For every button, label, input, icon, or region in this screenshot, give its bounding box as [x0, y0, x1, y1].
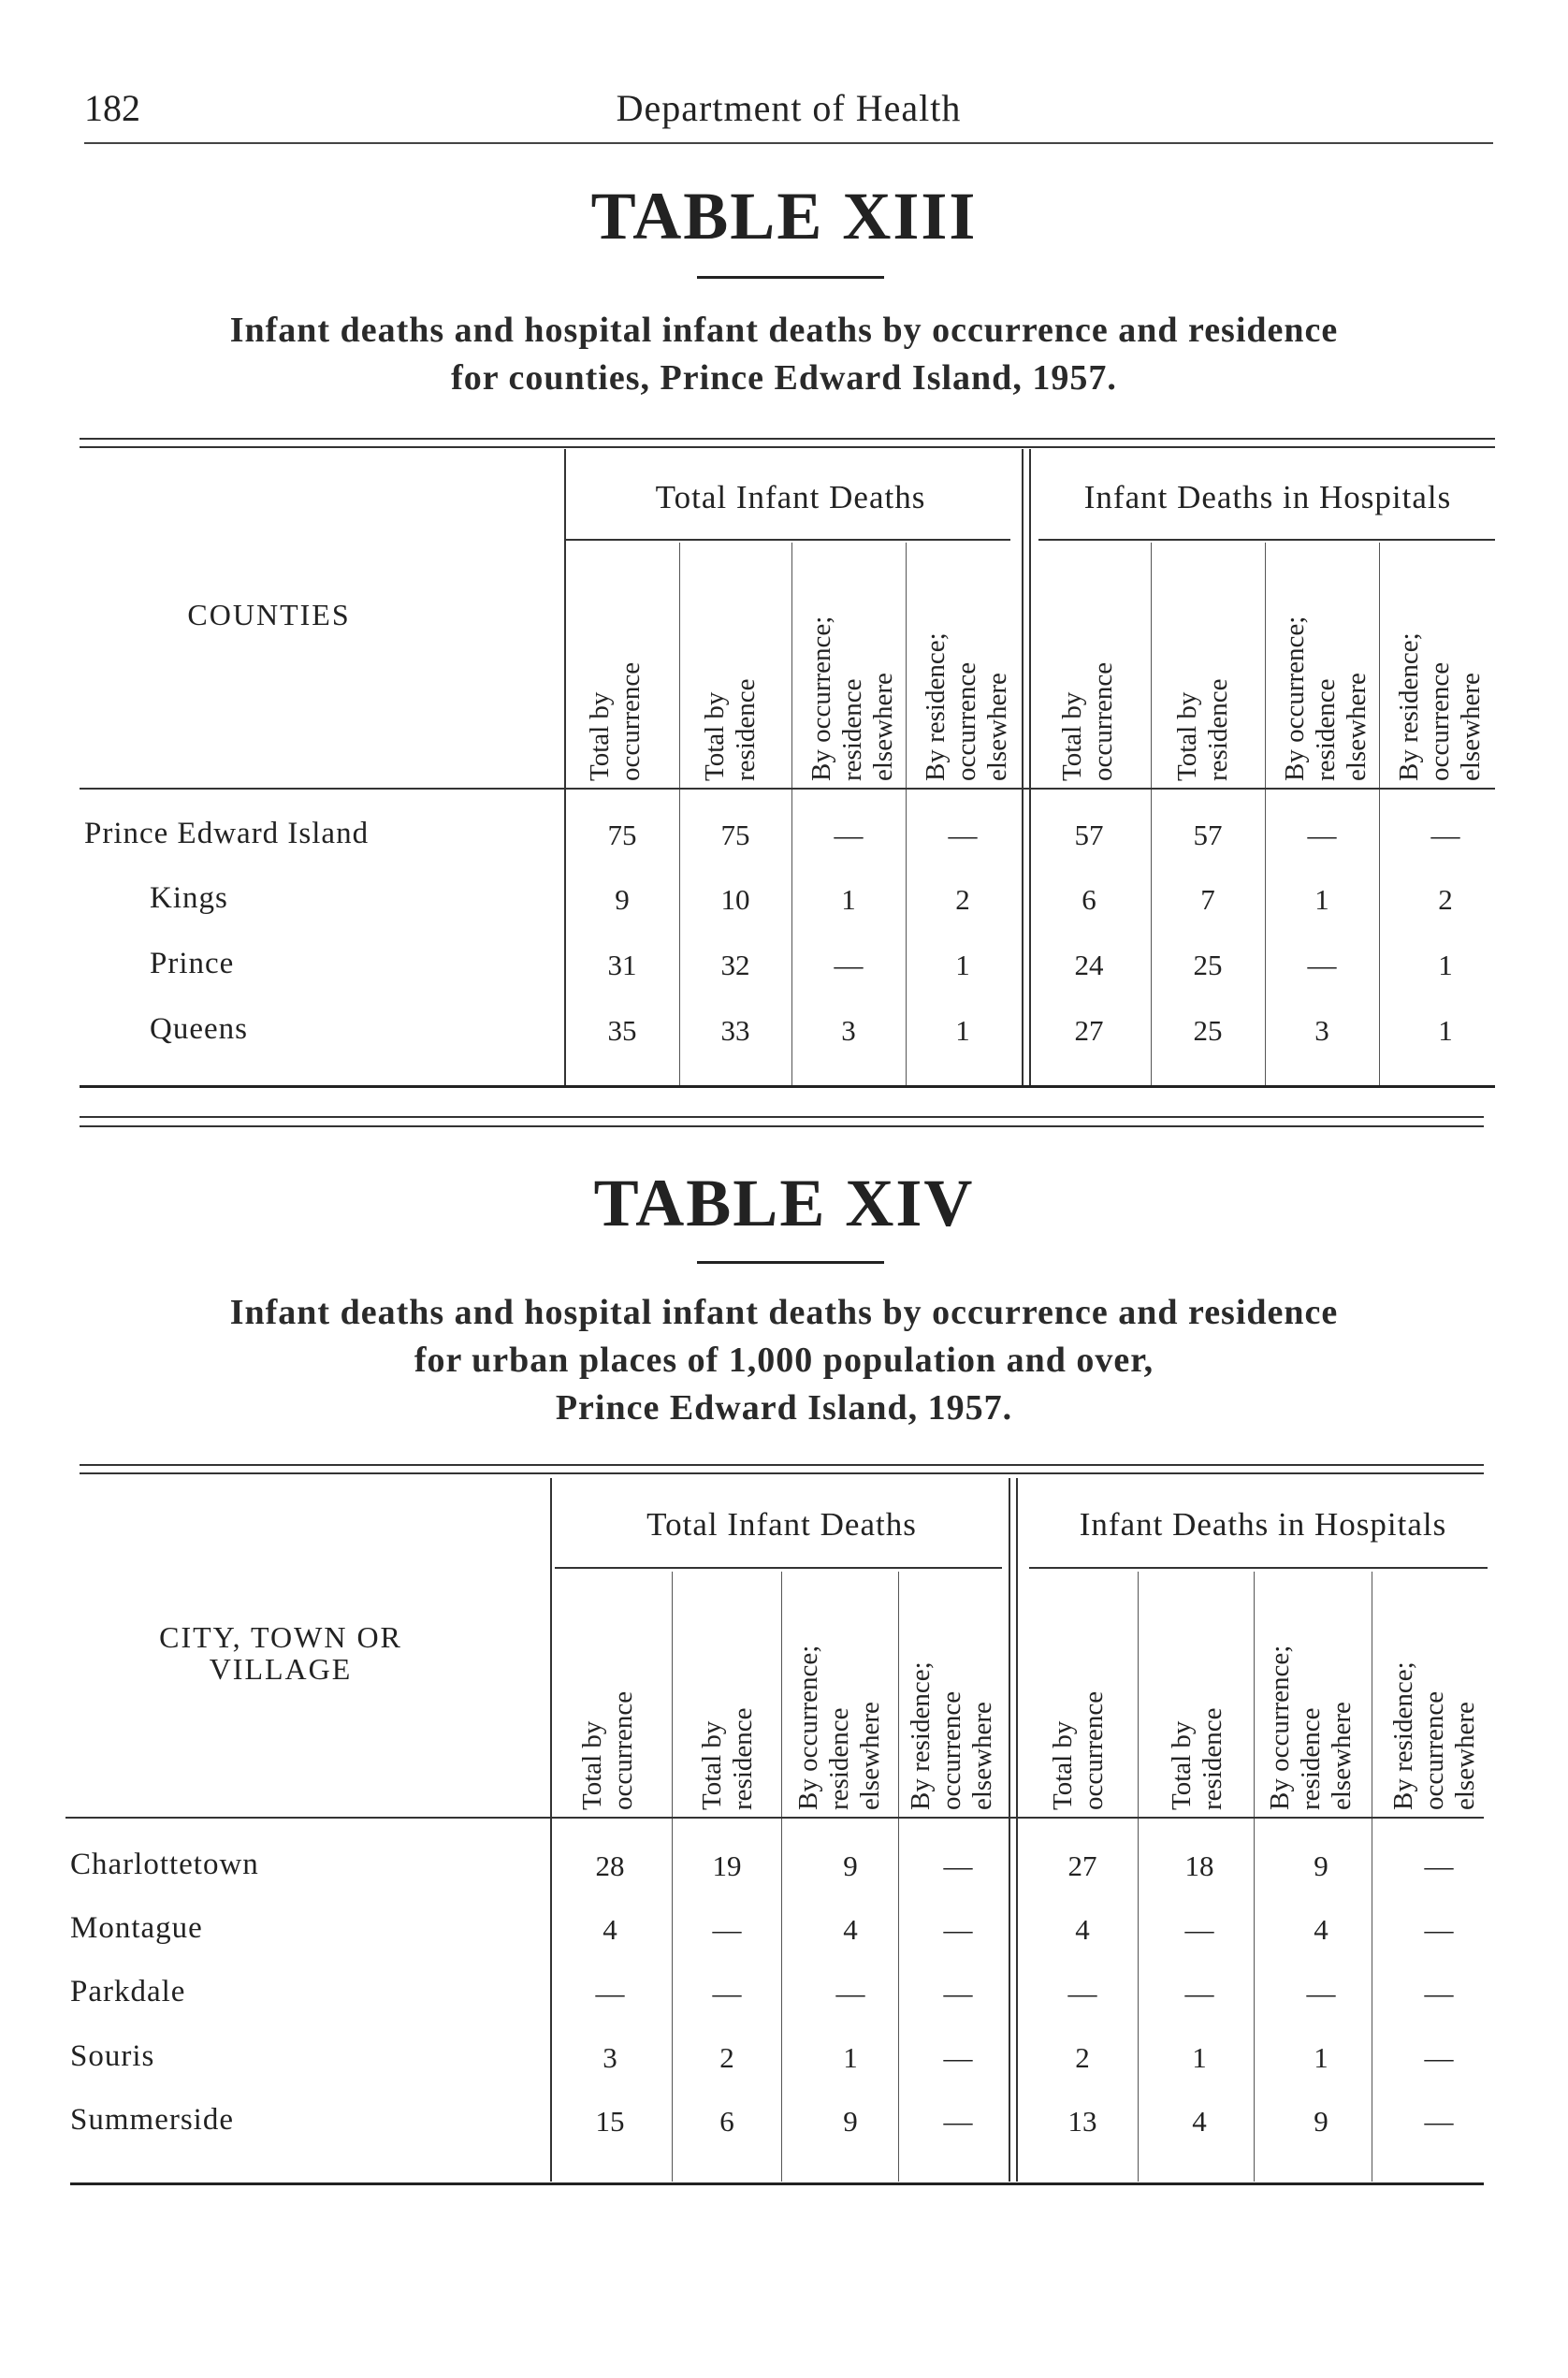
table-13-row-3-label: Prince: [150, 947, 240, 980]
table-13-group-total-rule: [566, 539, 1010, 541]
table-13-stub-header: COUNTIES: [187, 598, 351, 631]
table-14-row-3-label: Parkdale: [70, 1975, 191, 2008]
table-14-caption-line-3: Prince Edward Island, 1957.: [555, 1388, 1013, 1428]
table-14-cell: 4: [843, 1913, 858, 1946]
table-14-title-rule: [697, 1261, 884, 1264]
table-13-cell: 32: [720, 949, 750, 981]
table-14-row-5-label: Summerside: [70, 2103, 240, 2137]
table-14-cell: —: [1424, 1913, 1454, 1946]
table-13-col-divider-5: [1265, 543, 1266, 1085]
table-13-stub-divider: [564, 449, 566, 1085]
table-14-cell: 19: [712, 1849, 742, 1882]
page-number: 182: [84, 87, 140, 129]
table-14-col-header-4: By residence; occurrence elsewhere: [906, 1661, 997, 1810]
table-14-col-divider-1: [672, 1572, 673, 2182]
table-14-col-divider-5: [1254, 1572, 1255, 2182]
table-row-label: [70, 1911, 543, 1946]
table-14-cell: 4: [1192, 2105, 1207, 2138]
table-13-cell: 10: [720, 883, 750, 916]
table-14-cell: —: [943, 2105, 973, 2138]
table-separator-rule: [80, 1116, 1484, 1118]
table-14-top-rule: [80, 1464, 1484, 1466]
table-14-cell: 28: [595, 1849, 625, 1882]
table-13-cell: —: [834, 949, 864, 981]
table-14-cell: 13: [1067, 2105, 1097, 2138]
table-13-group-hospital: Infant Deaths in Hospitals: [1083, 479, 1452, 515]
table-14-cell: 9: [1314, 2105, 1328, 2138]
table-14-cell: —: [1067, 1977, 1097, 2009]
table-14-group-total-rule: [555, 1567, 1002, 1569]
table-14-stub-divider: [550, 1478, 552, 2182]
table-14-group-hospital: Infant Deaths in Hospitals: [1079, 1506, 1447, 1543]
table-14-cell: 1: [1314, 2041, 1328, 2074]
table-14-cell: —: [943, 1913, 973, 1946]
table-14-cell: 4: [603, 1913, 617, 1946]
table-14-cell: 3: [603, 2041, 617, 2074]
table-row-label: [150, 881, 557, 916]
table-14-cell: —: [1184, 1913, 1214, 1946]
table-13-top-rule-2: [80, 446, 1495, 448]
table-separator-rule-2: [80, 1125, 1484, 1127]
table-row-label: [150, 947, 557, 981]
table-13-row-2-label: Kings: [150, 881, 234, 915]
table-14-cell: 15: [595, 2105, 625, 2138]
table-14-col-header-6: Total by residence: [1167, 1707, 1227, 1810]
table-13-cell: 3: [841, 1014, 856, 1047]
table-14-group-divider-2: [1016, 1478, 1018, 2182]
table-14-cell: 27: [1067, 1849, 1097, 1882]
table-14-cell: —: [835, 1977, 865, 2009]
table-row-label: [84, 817, 557, 851]
table-14-bottom-rule: [70, 2182, 1484, 2185]
table-14-cell: 1: [843, 2041, 858, 2074]
table-13-header-rule: [80, 788, 1495, 790]
table-13-cell: 25: [1193, 1014, 1223, 1047]
table-14-cell: 9: [843, 2105, 858, 2138]
table-14-cell: —: [1184, 1977, 1214, 2009]
table-14-group-divider: [1009, 1478, 1010, 2182]
table-13-group-total: Total Infant Deaths: [655, 479, 926, 515]
table-row-label: [70, 1848, 543, 1882]
table-13-cell: —: [834, 819, 864, 851]
table-14-cell: 2: [1075, 2041, 1090, 2074]
table-14-cell: —: [943, 1849, 973, 1882]
table-14-cell: 4: [1314, 1913, 1328, 1946]
table-14-cell: —: [1424, 2041, 1454, 2074]
table-13-caption-line-1: Infant deaths and hospital infant deaths by occurrence and residence: [229, 311, 1339, 350]
table-14-stub-header-line-1: CITY, TOWN OR: [159, 1620, 402, 1654]
table-13-cell: 7: [1200, 883, 1215, 916]
table-14-cell: —: [712, 1913, 742, 1946]
table-14-caption-line-2: for urban places of 1,000 population and over,: [414, 1341, 1154, 1380]
table-14-header-rule: [65, 1817, 1484, 1819]
table-14-col-divider-2: [781, 1572, 782, 2182]
table-13-group-divider: [1022, 449, 1024, 1085]
table-13-col-divider-6: [1379, 543, 1380, 1085]
table-14-stub-header-line-2: VILLAGE: [209, 1652, 353, 1686]
table-14-col-divider-3: [898, 1572, 899, 2182]
table-14-cell: —: [1424, 1849, 1454, 1882]
table-14-col-header-8: By residence; occurrence elsewhere: [1388, 1661, 1480, 1810]
table-13-cell: 1: [955, 1014, 970, 1047]
table-row-label: [150, 1012, 557, 1047]
table-13-title-rule: [697, 276, 884, 279]
table-13-cell: 2: [955, 883, 970, 916]
table-14-cell: 6: [719, 2105, 734, 2138]
table-14-cell: 1: [1192, 2041, 1207, 2074]
table-13-col-header-6: Total by residence: [1172, 678, 1233, 781]
table-13-cell: 57: [1193, 819, 1223, 851]
table-13-cell: 2: [1438, 883, 1453, 916]
table-14-top-rule-2: [80, 1472, 1484, 1474]
table-14-cell: 9: [843, 1849, 858, 1882]
table-14-col-header-7: By occurrence; residence elsewhere: [1265, 1645, 1357, 1810]
running-title: Department of Health: [616, 87, 962, 129]
table-14-row-2-label: Montague: [70, 1911, 209, 1945]
table-13-cell: 9: [615, 883, 630, 916]
table-14-col-header-3: By occurrence; residence elsewhere: [793, 1645, 885, 1810]
table-13-col-header-8: By residence; occurrence elsewhere: [1394, 632, 1486, 781]
table-14-group-hospital-rule: [1029, 1567, 1488, 1569]
table-13-col-header-5: Total by occurrence: [1057, 661, 1118, 781]
header-rule: [84, 142, 1493, 144]
table-14-cell: —: [1424, 2105, 1454, 2138]
table-13-row-1-label: Prince Edward Island: [84, 817, 374, 850]
table-13-cell: —: [948, 819, 978, 851]
table-14-cell: —: [1424, 1977, 1454, 2009]
table-14-caption-line-1: Infant deaths and hospital infant deaths by occurrence and residence: [229, 1293, 1339, 1332]
table-14-cell: —: [712, 1977, 742, 2009]
table-14-cell: —: [943, 1977, 973, 2009]
table-14-title: TABLE XIV: [593, 1166, 975, 1240]
table-13-cell: 6: [1082, 883, 1096, 916]
table-14-cell: 4: [1075, 1913, 1090, 1946]
table-13-col-divider-3: [906, 543, 907, 1085]
table-13-col-header-2: Total by residence: [700, 678, 761, 781]
table-13-group-hospital-rule: [1038, 539, 1495, 541]
table-row-label: [70, 2039, 543, 2074]
table-13-col-header-7: By occurrence; residence elsewhere: [1280, 616, 1372, 781]
table-13-cell: 57: [1074, 819, 1104, 851]
table-14-col-header-1: Total by occurrence: [577, 1690, 638, 1810]
table-13-cell: 31: [607, 949, 637, 981]
table-14-cell: 9: [1314, 1849, 1328, 1882]
table-14-cell: 18: [1184, 1849, 1214, 1882]
table-13-cell: 25: [1193, 949, 1223, 981]
table-13-top-rule: [80, 438, 1495, 440]
table-13-cell: 27: [1074, 1014, 1104, 1047]
table-13-cell: —: [1307, 949, 1337, 981]
running-head: [84, 86, 1493, 133]
table-13-cell: —: [1307, 819, 1337, 851]
table-13-caption-line-2: for counties, Prince Edward Island, 1957.: [451, 358, 1117, 398]
table-row-label: [70, 1975, 543, 2009]
table-14-cell: 2: [719, 2041, 734, 2074]
table-13-cell: —: [1430, 819, 1460, 851]
table-14-cell: —: [943, 2041, 973, 2074]
table-13-col-divider-1: [679, 543, 680, 1085]
table-13-caption: [56, 307, 1512, 402]
table-14-col-divider-4: [1138, 1572, 1139, 2182]
table-13-col-header-3: By occurrence; residence elsewhere: [806, 616, 898, 781]
table-13-col-header-4: By residence; occurrence elsewhere: [921, 632, 1012, 781]
table-14-cell: —: [1306, 1977, 1336, 2009]
table-14-group-total: Total Infant Deaths: [646, 1506, 917, 1543]
table-13-cell: 1: [1314, 883, 1329, 916]
table-14-stub-header: [84, 1621, 477, 1685]
table-13-cell: 75: [720, 819, 750, 851]
table-13-cell: 1: [955, 949, 970, 981]
table-13-cell: 33: [720, 1014, 750, 1047]
table-row-label: [70, 2103, 543, 2138]
table-14-row-4-label: Souris: [70, 2039, 160, 2073]
table-14-cell: —: [595, 1977, 625, 2009]
table-13-cell: 35: [607, 1014, 637, 1047]
table-14-row-1-label: Charlottetown: [70, 1848, 265, 1881]
table-13-cell: 1: [1438, 949, 1453, 981]
table-13-col-divider-4: [1151, 543, 1152, 1085]
table-14-caption: [56, 1289, 1512, 1432]
table-13-title: TABLE XIII: [590, 179, 978, 254]
table-13-col-divider-2: [791, 543, 792, 1085]
table-13-bottom-rule: [80, 1085, 1495, 1088]
table-14-col-header-2: Total by residence: [697, 1707, 758, 1810]
table-13-cell: 1: [1438, 1014, 1453, 1047]
table-13-cell: 3: [1314, 1014, 1329, 1047]
table-13-cell: 75: [607, 819, 637, 851]
table-13-group-divider-2: [1029, 449, 1031, 1085]
table-13-row-4-label: Queens: [150, 1012, 254, 1046]
table-13-cell: 24: [1074, 949, 1104, 981]
table-14-col-header-5: Total by occurrence: [1048, 1690, 1109, 1810]
table-13-col-header-1: Total by occurrence: [585, 661, 646, 781]
table-13-cell: 1: [841, 883, 856, 916]
